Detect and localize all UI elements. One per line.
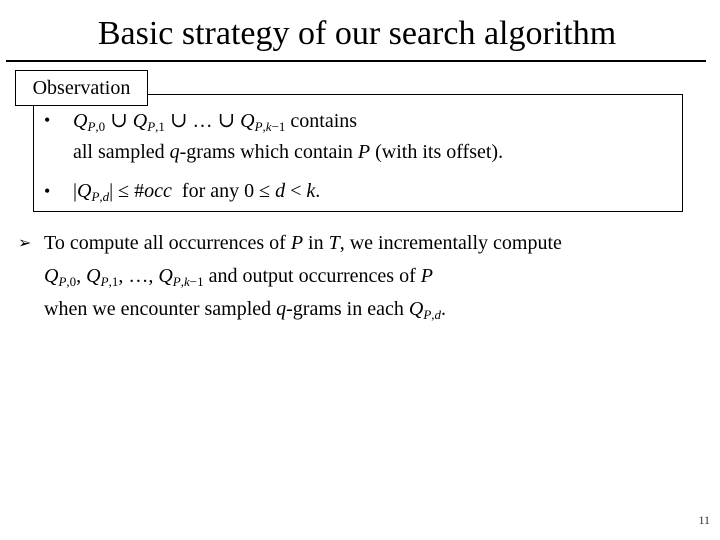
observation-bullet-1-line-1	[73, 108, 357, 133]
math-q-p-1: $Q_{P,1}$	[132, 110, 165, 134]
observation-bullet-2: $|Q_{P,d}|$ ≤ #occ for any 0 ≤ d < k.	[73, 180, 321, 204]
main-point-line-1: To compute all occurrences of P in T, we incrementally compute	[44, 232, 562, 254]
union-symbol: ∪	[110, 108, 128, 132]
math-q-p-k-1: $Q_{P,k-1}$	[240, 110, 286, 134]
contains-text: contains	[290, 110, 358, 132]
bullet-dot-icon: •	[44, 110, 51, 130]
ellipsis: …	[192, 110, 213, 132]
title-divider	[6, 60, 706, 62]
bullet-dot-icon: •	[44, 181, 51, 201]
slide-number: 11	[698, 513, 710, 527]
union-symbol: ∪	[217, 108, 236, 132]
slide-title: Basic strategy of our search algorithm	[97, 15, 617, 52]
union-symbol: ∪	[169, 108, 188, 132]
main-point-line-2: $Q_{P,0}$, $Q_{P,1}$, …, $Q_{P,k-1}$ and output occurrences of P	[44, 265, 433, 289]
observation-label: Observation	[15, 70, 148, 106]
observation-bullet-1-line-2: all sampled q-grams which contain P (with its offset).	[73, 141, 504, 163]
math-q-p-0: $Q_{P,0}$	[73, 110, 106, 134]
arrow-bullet-icon: ➢	[18, 235, 32, 252]
main-point-line-3: when we encounter sampled q-grams in each $Q_{P,d}$.	[44, 298, 447, 322]
